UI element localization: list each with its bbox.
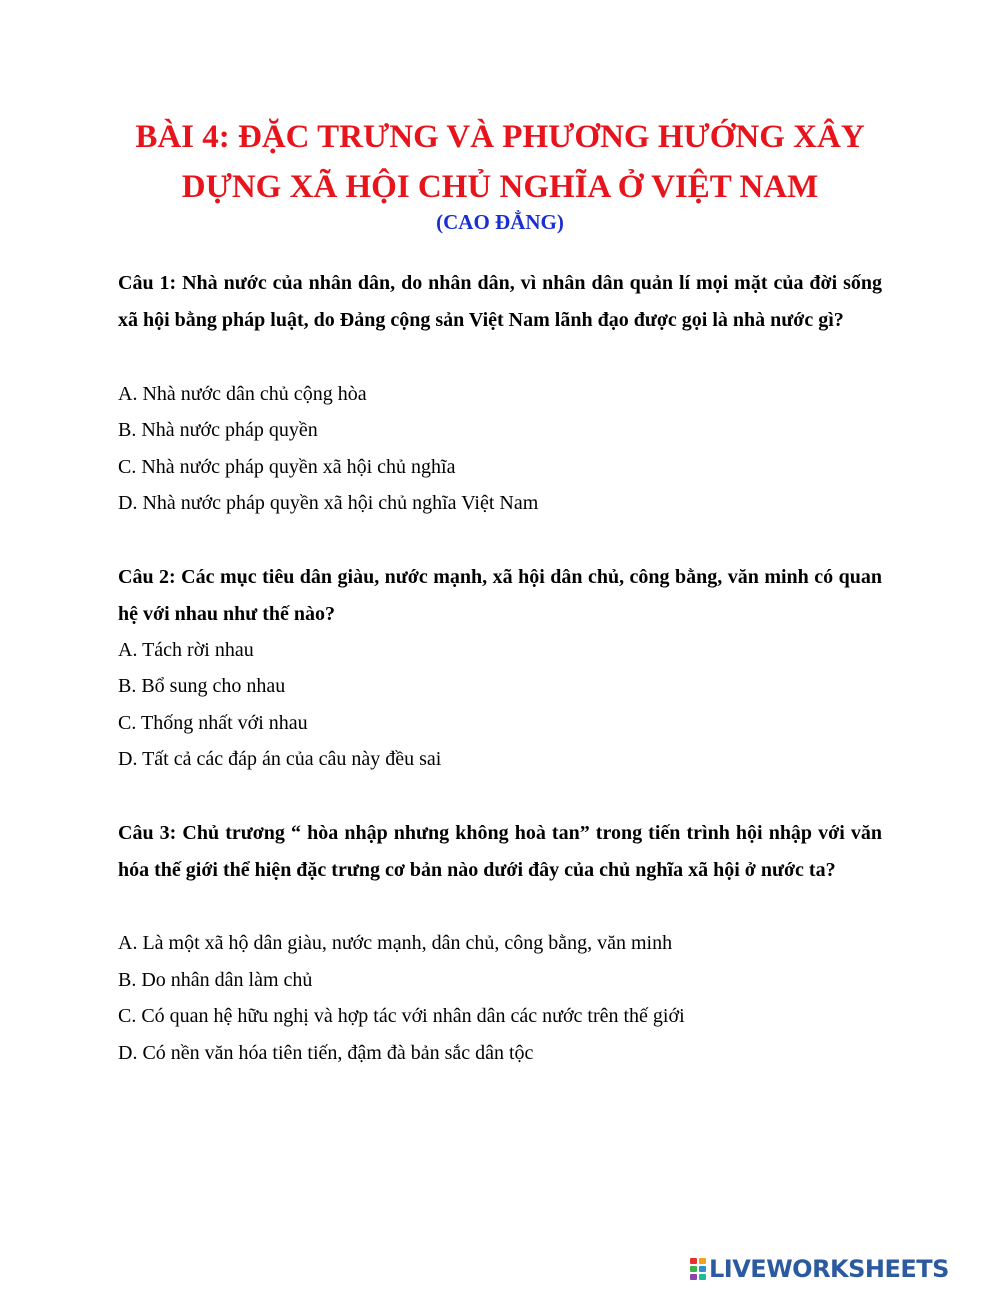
question-2-option-c[interactable]: C. Thống nhất với nhau	[118, 712, 308, 734]
question-3-option-c[interactable]: C. Có quan hệ hữu nghị và hợp tác với nhân dân các nước trên thế giới	[118, 1005, 685, 1027]
question-1-option-b[interactable]: B. Nhà nước pháp quyền	[118, 419, 318, 441]
page-title	[0, 112, 1000, 212]
question-1-option-d[interactable]: D. Nhà nước pháp quyền xã hội chủ nghĩa Việt Nam	[118, 492, 539, 514]
question-2-text: Câu 2: Các mục tiêu dân giàu, nước mạnh, xã hội dân chủ, công bằng, văn minh có quan hệ với nhau như thế nào?	[118, 566, 882, 625]
question-3-option-d[interactable]: D. Có nền văn hóa tiên tiến, đậm đà bản sắc dân tộc	[118, 1042, 534, 1064]
question-1-option-c[interactable]: C. Nhà nước pháp quyền xã hội chủ nghĩa	[118, 456, 456, 478]
logo-tile-5	[690, 1274, 697, 1280]
page-subtitle: (CAO ĐẲNG)	[436, 210, 564, 234]
title-line-2: DỰNG XÃ HỘI CHỦ NGHĨA Ở VIỆT NAM	[181, 169, 819, 205]
title-line-1: BÀI 4: ĐẶC TRƯNG VÀ PHƯƠNG HƯỚNG XÂY	[135, 119, 865, 155]
question-3-option-b[interactable]: B. Do nhân dân làm chủ	[118, 969, 313, 991]
logo-tile-4	[699, 1266, 706, 1272]
question-3-option-a[interactable]: A. Là một xã hộ dân giàu, nước mạnh, dân chủ, công bằng, văn minh	[118, 932, 673, 954]
question-3-text: Câu 3: Chủ trương “ hòa nhập nhưng không hoà tan” trong tiến trình hội nhập với văn hóa thế giới thể hiện đặc trưng cơ bản nào dưới đây của chủ nghĩa xã hội ở nước ta?	[118, 822, 882, 881]
logo-tile-2	[699, 1258, 706, 1264]
logo-tile-3	[690, 1266, 697, 1272]
question-2-option-b[interactable]: B. Bổ sung cho nhau	[118, 675, 286, 697]
logo-tile-1	[690, 1258, 697, 1264]
question-2-option-a[interactable]: A. Tách rời nhau	[118, 639, 254, 661]
logo-tile-6	[699, 1274, 706, 1280]
question-2-option-d[interactable]: D. Tất cả các đáp án của câu này đều sai	[118, 748, 442, 770]
question-1-option-a[interactable]: A. Nhà nước dân chủ cộng hòa	[118, 383, 367, 405]
liveworksheets-logo-icon	[690, 1258, 706, 1280]
liveworksheets-logo	[690, 1252, 949, 1286]
logo-text: LIVEWORKSHEETS	[709, 1255, 949, 1283]
question-1-text: Câu 1: Nhà nước của nhân dân, do nhân dân, vì nhân dân quản lí mọi mặt của đời sống xã hội bằng pháp luật, do Đảng cộng sản Việt Nam lãnh đạo được gọi là nhà nước gì?	[118, 272, 882, 331]
